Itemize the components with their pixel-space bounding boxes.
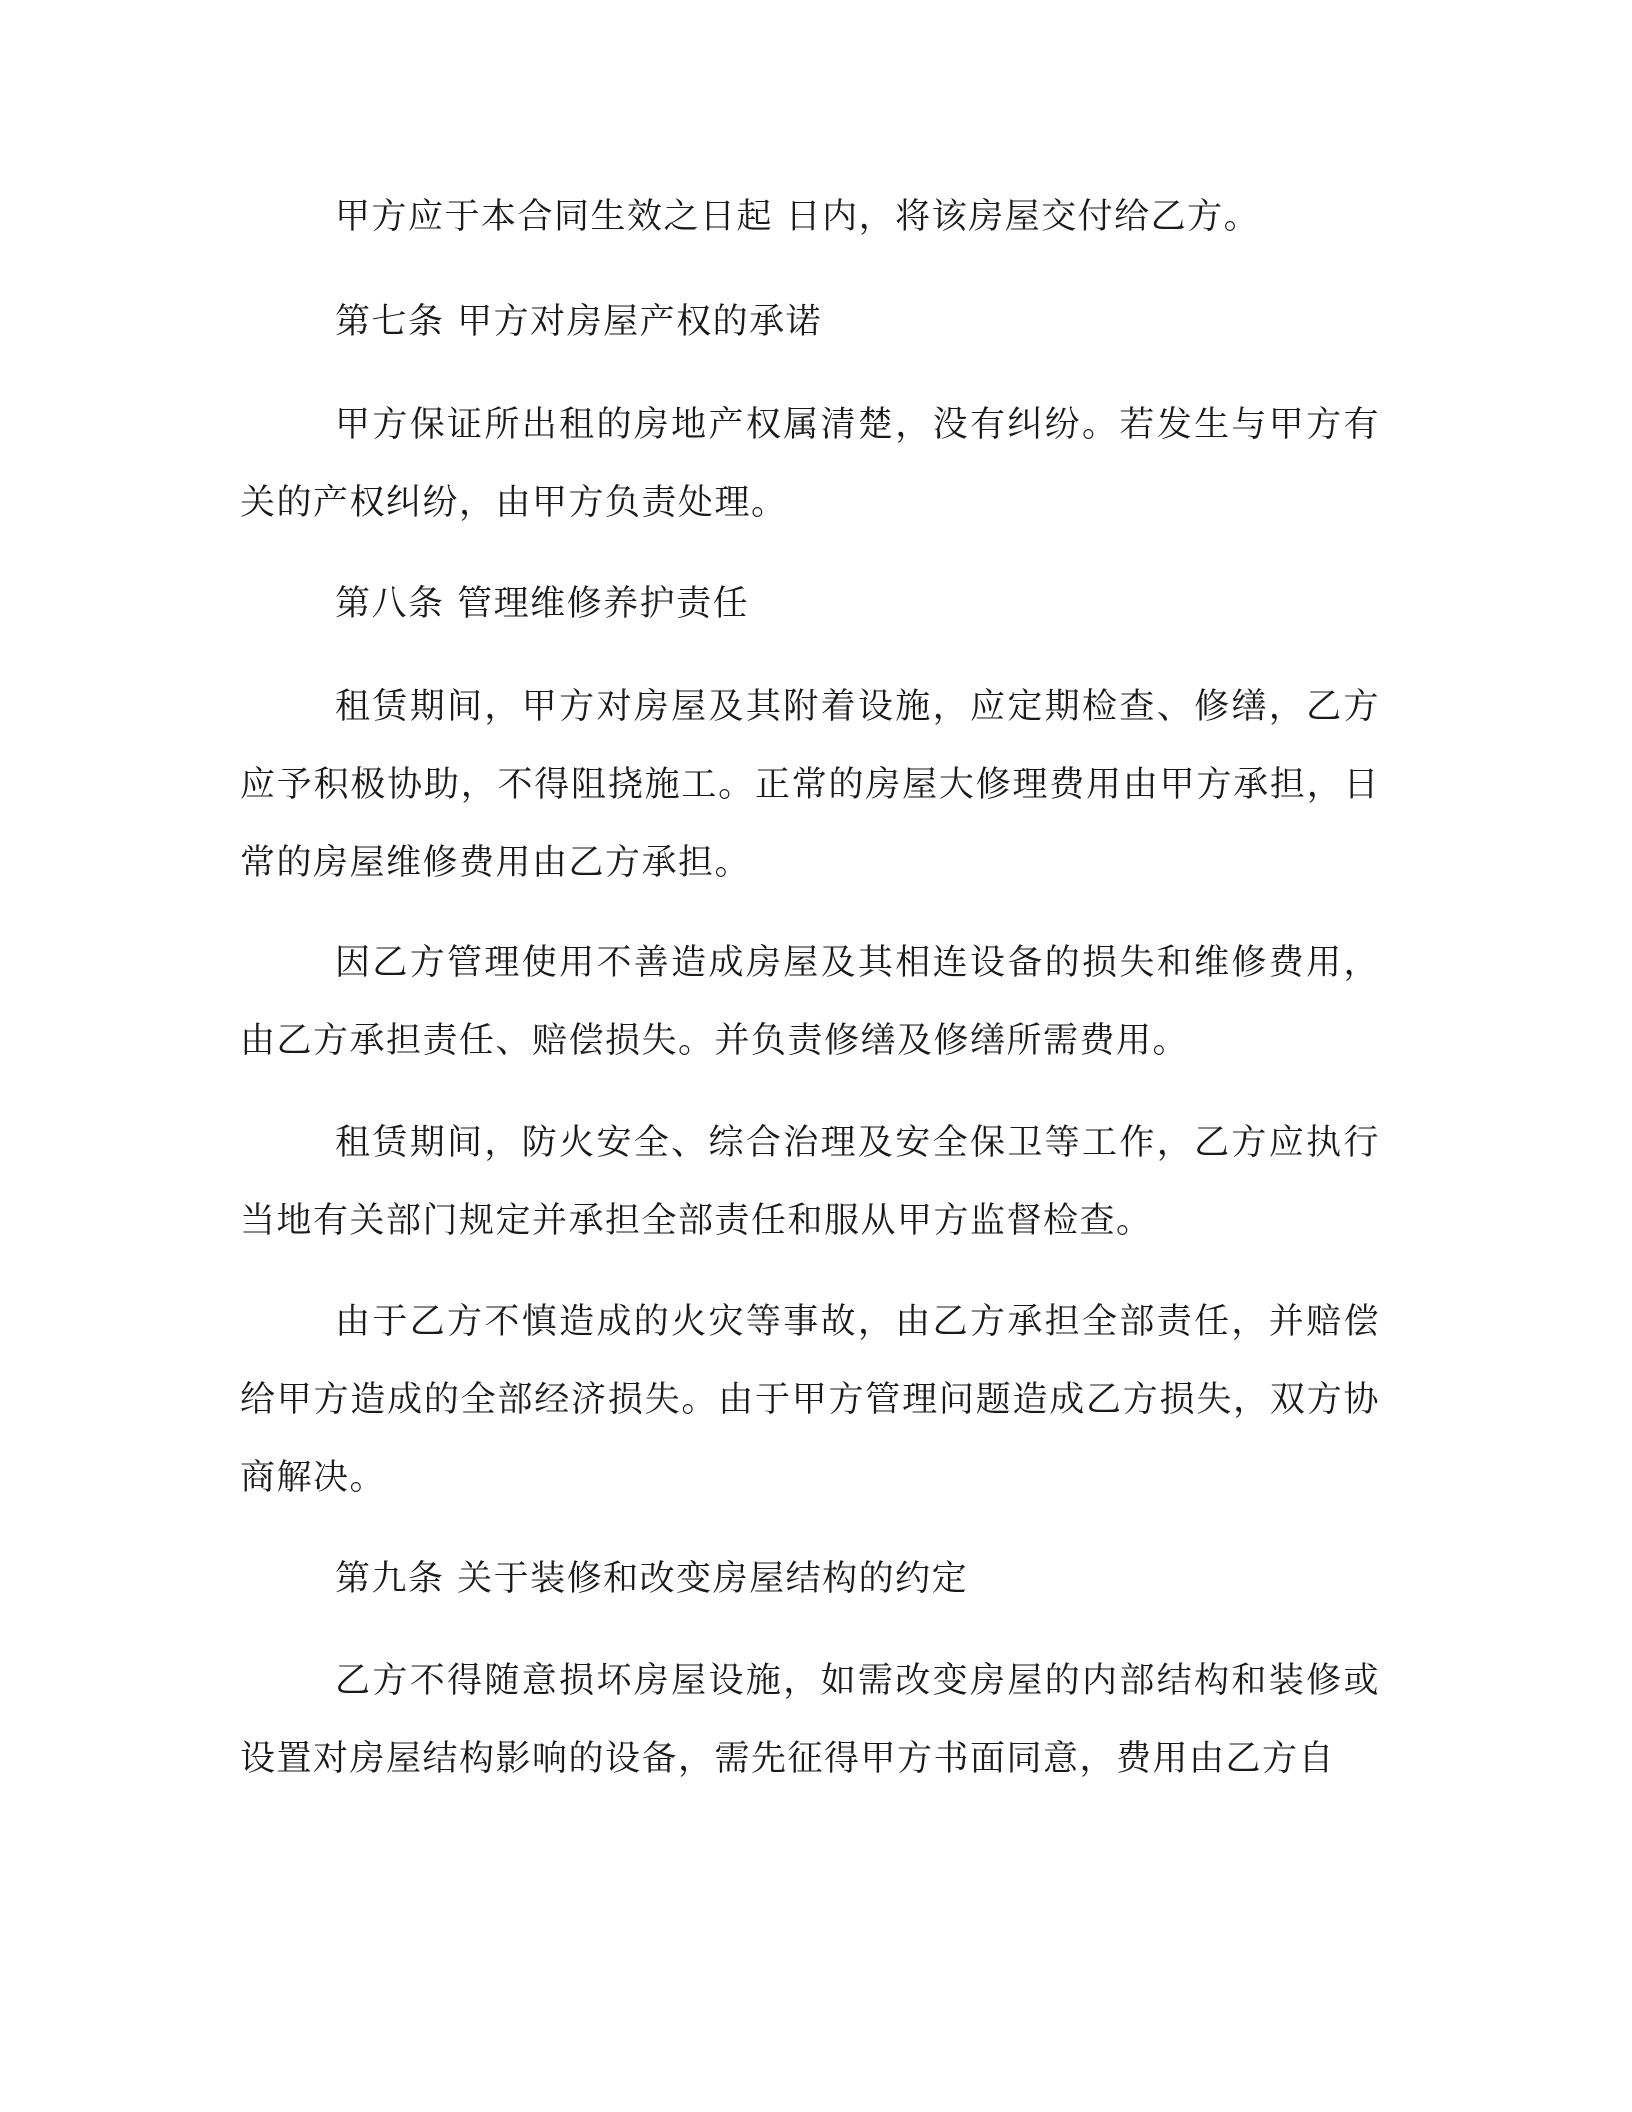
paragraph-accident-liability: 由于乙方不慎造成的火灾等事故，由乙方承担全部责任，并赔偿给甲方造成的全部经济损失。由于甲方管理问题造成乙方损失，双方协商解决。 bbox=[240, 1302, 1380, 1498]
article-8-heading: 第八条 管理维修养护责任 bbox=[335, 584, 750, 624]
article-9-heading: 第九条 关于装修和改变房屋结构的约定 bbox=[335, 1559, 969, 1599]
paragraph-maintenance: 租赁期间，甲方对房屋及其附着设施，应定期检查、修缮，乙方应予积极协助，不得阻挠施工。正常的房屋大修理费用由甲方承担，日常的房屋维修费用由乙方承担。 bbox=[240, 687, 1380, 883]
paragraph-renovation: 乙方不得随意损坏房屋设施，如需改变房屋的内部结构和装修或设置对房屋结构影响的设备，需先征得甲方书面同意，费用由乙方自 bbox=[240, 1661, 1380, 1779]
paragraph-fire-safety: 租赁期间，防火安全、综合治理及安全保卫等工作，乙方应执行当地有关部门规定并承担全部责任和服从甲方监督检查。 bbox=[240, 1123, 1380, 1241]
paragraph-damage-liability: 因乙方管理使用不善造成房屋及其相连设备的损失和维修费用，由乙方承担责任、赔偿损失。并负责修缮及修缮所需费用。 bbox=[240, 943, 1380, 1061]
paragraph-delivery: 甲方应于本合同生效之日起 日内，将该房屋交付给乙方。 bbox=[335, 197, 1261, 237]
article-7-heading: 第七条 甲方对房屋产权的承诺 bbox=[335, 302, 823, 342]
paragraph-property-rights: 甲方保证所出租的房地产权属清楚，没有纠纷。若发生与甲方有关的产权纠纷，由甲方负责处理。 bbox=[240, 405, 1380, 523]
